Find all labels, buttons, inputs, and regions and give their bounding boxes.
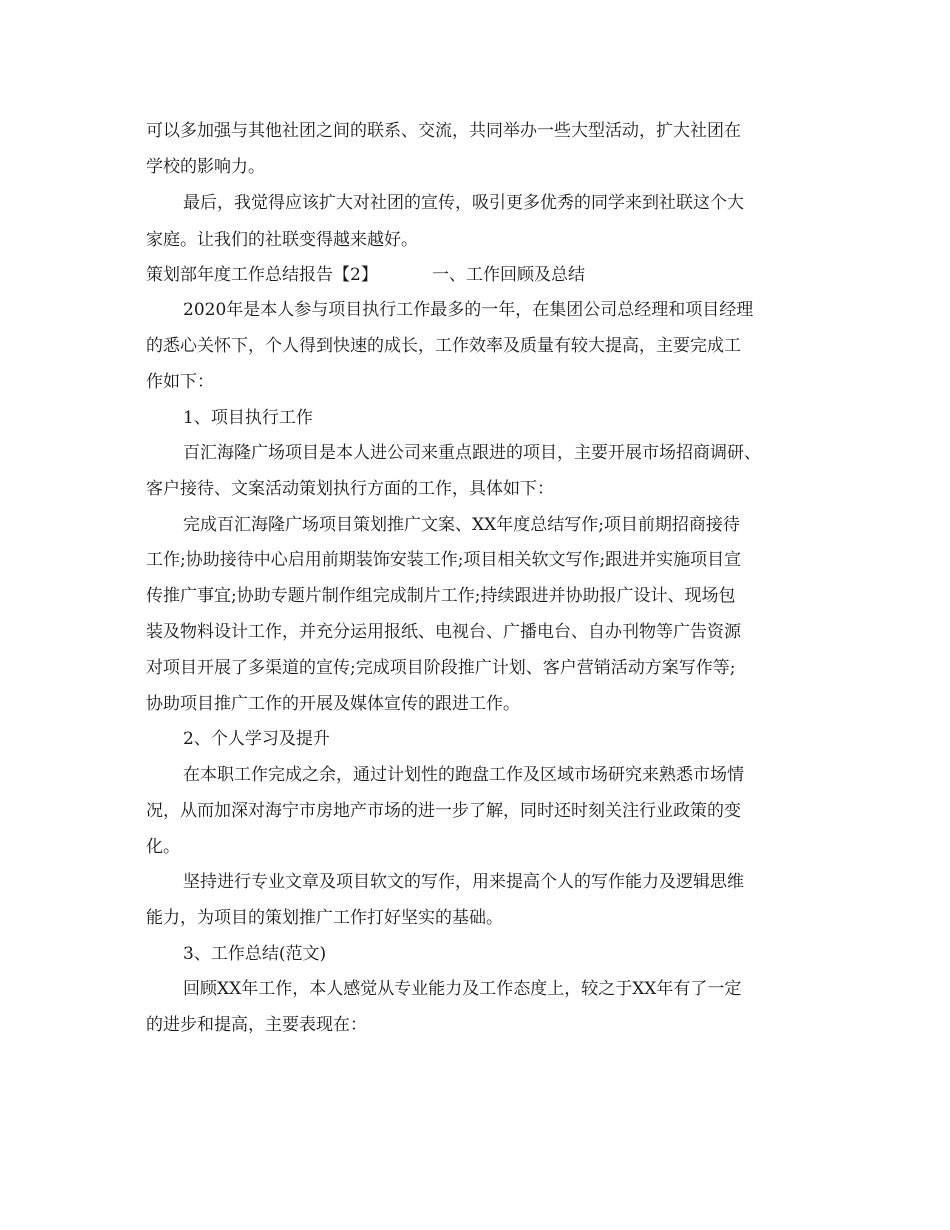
body-text-line: 2020年是本人参与项目执行工作最多的一年，在集团公司总经理和项目经理 [183, 300, 754, 320]
body-text-line: 能力，为项目的策划推广工作打好坚实的基础。 [146, 908, 503, 928]
body-text-line: 的进步和提高，主要表现在： [146, 1015, 367, 1035]
body-text-line: 工作;协助接待中心启用前期装饰安装工作;项目相关软文写作;跟进并实施项目宣 [146, 550, 742, 570]
body-text-line: 在本职工作完成之余，通过计划性的跑盘工作及区域市场研究来熟悉市场情 [183, 765, 744, 785]
body-text-line: 可以多加强与其他社团之间的联系、交流，共同举办一些大型活动，扩大社团在 [146, 121, 741, 141]
subheading: 1、项目执行工作 [183, 408, 313, 428]
subheading: 3、工作总结(范文) [183, 944, 327, 964]
body-text-line: 对项目开展了多渠道的宣传;完成项目阶段推广计划、客户营销活动方案写作等; [146, 658, 736, 678]
section-subtitle: 一、工作回顾及总结 [432, 265, 585, 285]
body-text-line: 传推广事宜;协助专题片制作组完成制片工作;持续跟进并协助报广设计、现场包 [146, 586, 736, 606]
body-text-line: 完成百汇海隆广场项目策划推广文案、XX年度总结写作;项目前期招商接待 [183, 515, 740, 535]
body-text-line: 学校的影响力。 [146, 157, 265, 177]
body-text-line: 百汇海隆广场项目是本人进公司来重点跟进的项目，主要开展市场招商调研、 [183, 443, 761, 463]
body-text-line: 客户接待、文案活动策划执行方面的工作，具体如下： [146, 479, 554, 499]
body-text-line: 装及物料设计工作，并充分运用报纸、电视台、广播电台、自办刊物等广告资源 [146, 622, 741, 642]
body-text-line: 作如下： [146, 372, 214, 392]
body-text-line: 况，从而加深对海宁市房地产市场的进一步了解，同时还时刻关注行业政策的变 [146, 801, 741, 821]
body-text-line: 协助项目推广工作的开展及媒体宣传的跟进工作。 [146, 694, 520, 714]
body-text-line: 的悉心关怀下，个人得到快速的成长，工作效率及质量有较大提高，主要完成工 [146, 336, 741, 356]
subheading: 2、个人学习及提升 [183, 729, 330, 749]
body-text-line: 家庭。让我们的社联变得越来越好。 [146, 230, 418, 250]
body-text-line: 坚持进行专业文章及项目软文的写作，用来提高个人的写作能力及逻辑思维 [183, 872, 744, 892]
section-title: 策划部年度工作总结报告【2】 [146, 265, 378, 285]
body-text-line: 化。 [146, 837, 180, 857]
body-text-line: 最后，我觉得应该扩大对社团的宣传，吸引更多优秀的同学来到社联这个大 [183, 193, 744, 213]
body-text-line: 回顾XX年工作，本人感觉从专业能力及工作态度上，较之于XX年有了一定 [183, 979, 742, 999]
